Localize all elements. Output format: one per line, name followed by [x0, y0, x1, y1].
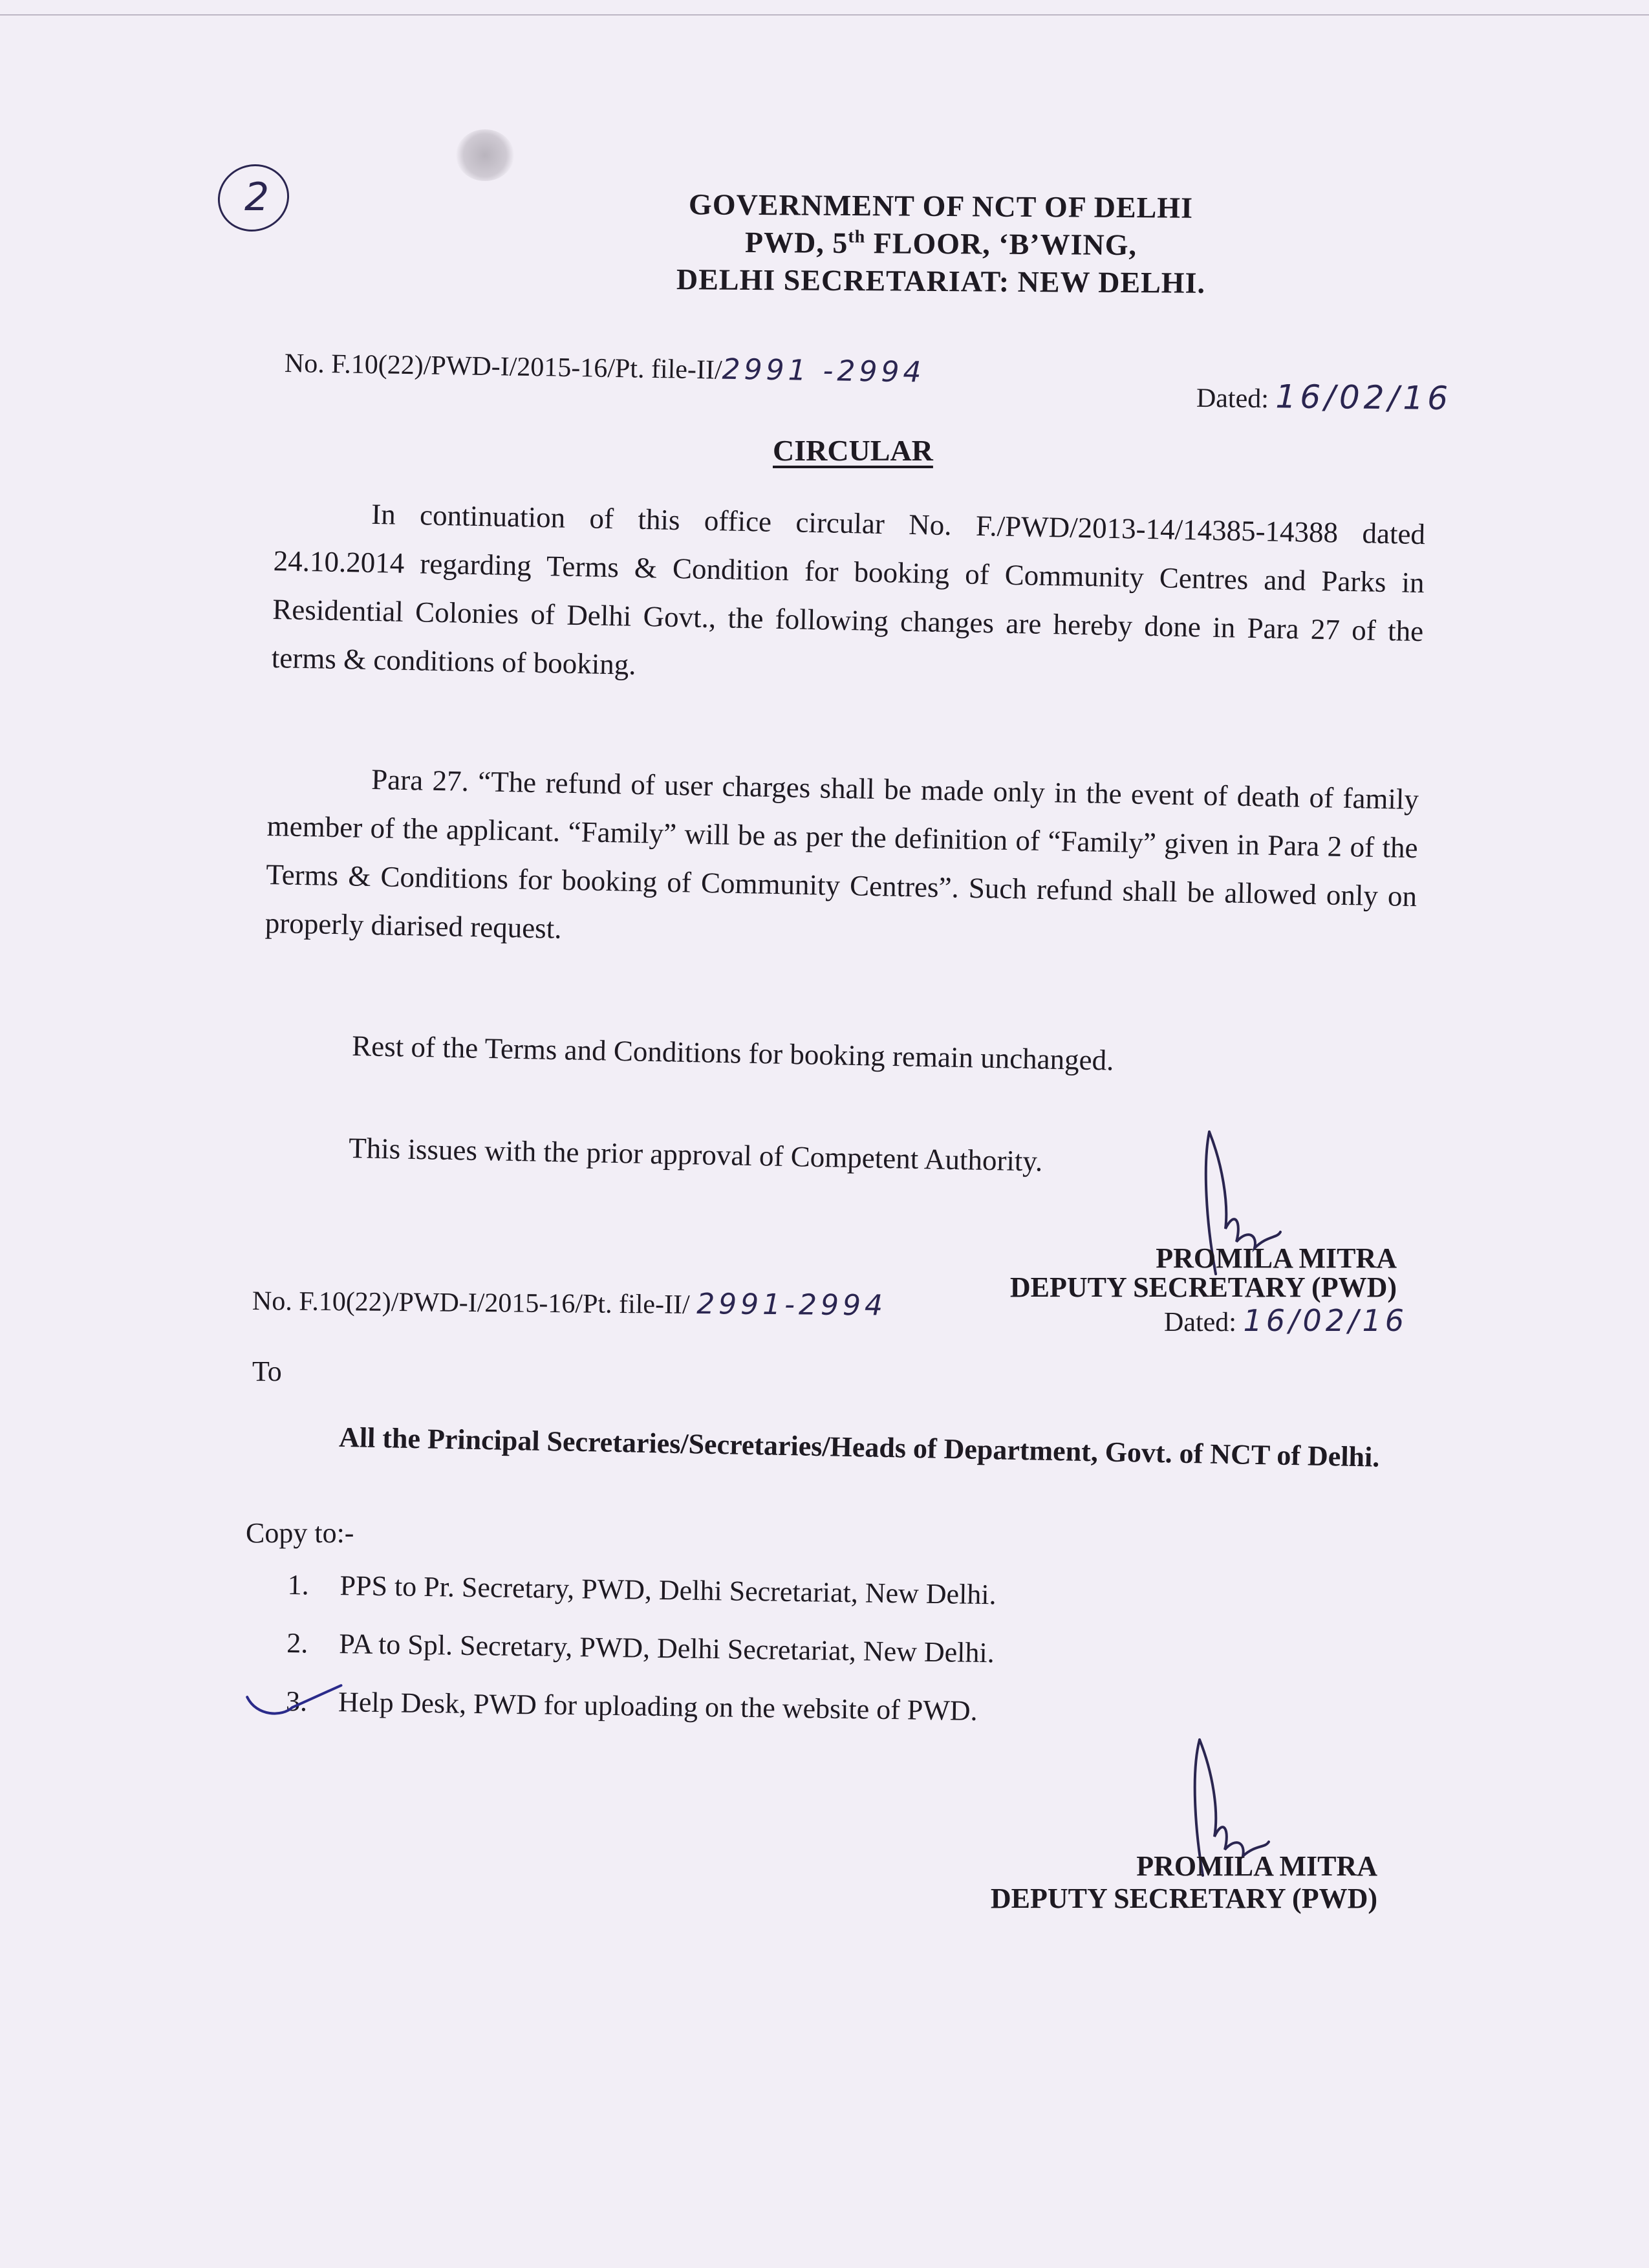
- reference-handwritten-date: 16/02/16: [1275, 378, 1452, 418]
- signature-1-designation: DEPUTY SECRETARY (PWD): [1009, 1271, 1397, 1303]
- body-paragraph-2: [264, 753, 1419, 969]
- addressee: [244, 1410, 1396, 1484]
- reference-2-line: [252, 1284, 887, 1323]
- reference-file-no: No. F.10(22)/PWD-I/2015-16/Pt. file-II/: [284, 349, 722, 385]
- scan-edge-line: [0, 14, 1649, 16]
- header-line-2-sup: th: [848, 226, 866, 247]
- header-line-3: DELHI SECRETARIAT: NEW DELHI.: [676, 263, 1206, 299]
- body-paragraph-2-text: Para 27. “The refund of user charges shall be made only in the event of death of family member of the applicant. “Family” will be as per the definition of “Family” given in Para 2 of the Terms & Conditions for booking of Community Centres”. Such refund shall be allowed only on properly diarised request.: [264, 763, 1419, 945]
- body-paragraph-3: Rest of the Terms and Conditions for booking remain unchanged.: [351, 1029, 1114, 1077]
- copy-list-item-text: PPS to Pr. Secretary, PWD, Delhi Secretariat, New Delhi.: [339, 1570, 997, 1611]
- copy-list-item-num: 1.: [287, 1569, 309, 1601]
- header-line-1: GOVERNMENT OF NCT OF DELHI: [688, 188, 1194, 224]
- reference-dated-label: Dated:: [1196, 383, 1269, 415]
- header-line-2-suffix: FLOOR, ‘B’WING,: [865, 226, 1137, 262]
- signature-2-name: PROMILA MITRA: [1136, 1850, 1377, 1882]
- reference-line: [285, 346, 925, 389]
- copy-list-item-num: 2.: [286, 1626, 308, 1659]
- body-paragraph-1-text: In continuation of this office circular No. F./PWD/2013-14/14385-14388 dated 24.10.2014 regarding Terms & Condition for booking of Community Centres and Parks in Residential Colonies of Delhi Govt., the following changes are hereby done in Para 27 of the terms & conditions of booking.: [271, 497, 1426, 681]
- signature-1-date: [1164, 1303, 1408, 1338]
- tick-mark-icon: [244, 1681, 348, 1721]
- body-paragraph-4: This issues with the prior approval of Competent Authority.: [348, 1131, 1043, 1178]
- signature-2-designation: DEPUTY SECRETARY (PWD): [990, 1883, 1377, 1914]
- circular-title: CIRCULAR: [773, 434, 933, 467]
- reference-date: [1196, 377, 1452, 417]
- copy-list-item-num: 3.: [285, 1685, 308, 1718]
- copy-to-label: Copy to:-: [246, 1517, 354, 1549]
- body-paragraph-1: [271, 488, 1425, 704]
- reference-handwritten-no: 2991 -2994: [722, 352, 925, 389]
- copy-list-item-text: PA to Spl. Secretary, PWD, Delhi Secretariat, New Delhi.: [339, 1628, 995, 1669]
- copy-list: [285, 1568, 1452, 1759]
- signature-1-name: PROMILA MITRA: [1156, 1242, 1397, 1274]
- to-label: To: [252, 1355, 282, 1387]
- reference-2-file-no: No. F.10(22)/PWD-I/2015-16/Pt. file-II/: [252, 1286, 690, 1320]
- signature-1-handwritten-date: 16/02/16: [1243, 1303, 1408, 1338]
- punch-hole-mark: [456, 129, 514, 181]
- addressee-text: All the Principal Secretaries/Secretaries/Heads of Department, Govt. of NCT of Delhi.: [338, 1421, 1380, 1473]
- copy-list-item-text: Help Desk, PWD for uploading on the website of PWD.: [338, 1686, 978, 1727]
- page-number-value: 2: [244, 175, 274, 220]
- reference-2-handwritten-no: 2991-2994: [696, 1287, 887, 1323]
- header-line-2-prefix: PWD, 5: [744, 225, 848, 259]
- signature-1-dated-label: Dated:: [1164, 1308, 1236, 1337]
